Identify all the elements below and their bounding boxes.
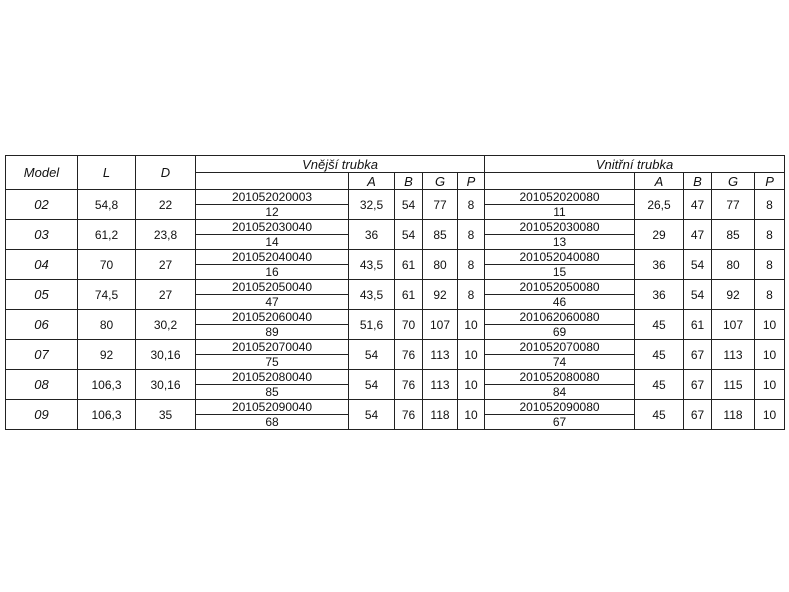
outer-code-cell bbox=[196, 340, 349, 370]
outer-b-cell: 54 bbox=[395, 190, 423, 220]
inner-code-cell bbox=[485, 280, 635, 310]
inner-code-cell bbox=[485, 310, 635, 340]
header-d: D bbox=[136, 156, 196, 190]
outer-b-cell: 54 bbox=[395, 220, 423, 250]
inner-code-cell bbox=[485, 400, 635, 430]
inner-tube-code: 201052050080 bbox=[519, 280, 600, 294]
outer-tube-number: 14 bbox=[196, 234, 348, 249]
header-model: Model bbox=[6, 156, 78, 190]
l-cell: 70 bbox=[78, 250, 136, 280]
inner-p-cell: 10 bbox=[755, 340, 785, 370]
table-row bbox=[6, 280, 785, 310]
header-outer-b: B bbox=[395, 173, 423, 190]
inner-a-cell: 45 bbox=[635, 340, 684, 370]
header-outer-p: P bbox=[458, 173, 485, 190]
outer-g-cell: 80 bbox=[423, 250, 458, 280]
inner-b-cell: 67 bbox=[684, 340, 712, 370]
outer-a-cell: 54 bbox=[349, 340, 395, 370]
inner-g-cell: 80 bbox=[712, 250, 755, 280]
inner-b-cell: 61 bbox=[684, 310, 712, 340]
inner-tube-code: 201052070080 bbox=[519, 340, 600, 354]
header-l: L bbox=[78, 156, 136, 190]
outer-tube-code: 201052050040 bbox=[231, 280, 313, 294]
inner-g-cell: 115 bbox=[712, 370, 755, 400]
outer-p-cell: 8 bbox=[458, 190, 485, 220]
model-cell: 06 bbox=[6, 310, 78, 340]
outer-code-cell bbox=[196, 370, 349, 400]
outer-g-cell: 77 bbox=[423, 190, 458, 220]
outer-p-cell: 10 bbox=[458, 310, 485, 340]
inner-g-cell: 113 bbox=[712, 340, 755, 370]
outer-tube-code: 201052030040 bbox=[231, 220, 313, 234]
inner-a-cell: 26,5 bbox=[635, 190, 684, 220]
inner-b-cell: 67 bbox=[684, 370, 712, 400]
outer-tube-number: 85 bbox=[196, 384, 348, 399]
outer-g-cell: 85 bbox=[423, 220, 458, 250]
l-cell: 74,5 bbox=[78, 280, 136, 310]
table-row bbox=[6, 370, 785, 400]
d-cell: 35 bbox=[136, 400, 196, 430]
outer-tube-number: 89 bbox=[196, 324, 348, 339]
outer-tube-number: 68 bbox=[196, 414, 348, 429]
outer-g-cell: 107 bbox=[423, 310, 458, 340]
inner-code-cell bbox=[485, 190, 635, 220]
d-cell: 23,8 bbox=[136, 220, 196, 250]
header-inner-a: A bbox=[635, 173, 684, 190]
d-cell: 30,2 bbox=[136, 310, 196, 340]
inner-g-cell: 92 bbox=[712, 280, 755, 310]
inner-b-cell: 67 bbox=[684, 400, 712, 430]
inner-a-cell: 45 bbox=[635, 400, 684, 430]
l-cell: 106,3 bbox=[78, 370, 136, 400]
outer-a-cell: 36 bbox=[349, 220, 395, 250]
outer-p-cell: 10 bbox=[458, 400, 485, 430]
inner-g-cell: 107 bbox=[712, 310, 755, 340]
d-cell: 30,16 bbox=[136, 340, 196, 370]
outer-b-cell: 70 bbox=[395, 310, 423, 340]
outer-g-cell: 113 bbox=[423, 340, 458, 370]
header-outer-tube: Vnější trubka bbox=[196, 156, 485, 173]
outer-p-cell: 10 bbox=[458, 340, 485, 370]
inner-tube-code: 201052020080 bbox=[519, 190, 600, 204]
inner-tube-number: 67 bbox=[485, 414, 634, 429]
inner-tube-code: 201052080080 bbox=[519, 370, 600, 384]
inner-p-cell: 10 bbox=[755, 370, 785, 400]
header-inner-g: G bbox=[712, 173, 755, 190]
model-cell: 03 bbox=[6, 220, 78, 250]
inner-tube-code: 201052040080 bbox=[519, 250, 600, 264]
inner-p-cell: 8 bbox=[755, 280, 785, 310]
inner-a-cell: 45 bbox=[635, 370, 684, 400]
inner-tube-number: 46 bbox=[485, 294, 634, 309]
l-cell: 54,8 bbox=[78, 190, 136, 220]
spec-table bbox=[5, 155, 785, 430]
model-cell: 05 bbox=[6, 280, 78, 310]
l-cell: 80 bbox=[78, 310, 136, 340]
outer-g-cell: 92 bbox=[423, 280, 458, 310]
inner-p-cell: 10 bbox=[755, 400, 785, 430]
outer-b-cell: 76 bbox=[395, 340, 423, 370]
outer-p-cell: 8 bbox=[458, 280, 485, 310]
outer-code-cell bbox=[196, 190, 349, 220]
outer-code-cell bbox=[196, 400, 349, 430]
inner-p-cell: 10 bbox=[755, 310, 785, 340]
inner-b-cell: 54 bbox=[684, 250, 712, 280]
d-cell: 22 bbox=[136, 190, 196, 220]
outer-g-cell: 113 bbox=[423, 370, 458, 400]
inner-b-cell: 54 bbox=[684, 280, 712, 310]
table-row bbox=[6, 340, 785, 370]
inner-code-cell bbox=[485, 340, 635, 370]
outer-a-cell: 51,6 bbox=[349, 310, 395, 340]
table-row bbox=[6, 400, 785, 430]
outer-p-cell: 8 bbox=[458, 220, 485, 250]
table-row bbox=[6, 190, 785, 220]
inner-a-cell: 45 bbox=[635, 310, 684, 340]
outer-b-cell: 76 bbox=[395, 370, 423, 400]
outer-tube-code: 201052090040 bbox=[231, 400, 313, 414]
header-inner-p: P bbox=[755, 173, 785, 190]
header-outer-a: A bbox=[349, 173, 395, 190]
inner-tube-number: 69 bbox=[485, 324, 634, 339]
inner-p-cell: 8 bbox=[755, 250, 785, 280]
outer-tube-number: 47 bbox=[196, 294, 348, 309]
outer-code-cell bbox=[196, 280, 349, 310]
l-cell: 92 bbox=[78, 340, 136, 370]
outer-tube-code: 201052080040 bbox=[231, 370, 313, 384]
outer-tube-number: 12 bbox=[196, 204, 348, 219]
l-cell: 106,3 bbox=[78, 400, 136, 430]
outer-g-cell: 118 bbox=[423, 400, 458, 430]
header-inner-tube: Vnitřní trubka bbox=[485, 156, 785, 173]
inner-tube-number: 74 bbox=[485, 354, 634, 369]
inner-tube-code: 201062060080 bbox=[519, 310, 600, 324]
inner-b-cell: 47 bbox=[684, 220, 712, 250]
inner-a-cell: 29 bbox=[635, 220, 684, 250]
inner-a-cell: 36 bbox=[635, 250, 684, 280]
inner-code-cell bbox=[485, 250, 635, 280]
header-inner-code bbox=[485, 173, 635, 190]
inner-tube-number: 13 bbox=[485, 234, 634, 249]
outer-tube-code: 201052070040 bbox=[231, 340, 313, 354]
table-row bbox=[6, 310, 785, 340]
d-cell: 27 bbox=[136, 280, 196, 310]
inner-a-cell: 36 bbox=[635, 280, 684, 310]
header-outer-code bbox=[196, 173, 349, 190]
outer-tube-code: 201052040040 bbox=[231, 250, 313, 264]
table-body bbox=[6, 190, 785, 430]
outer-p-cell: 8 bbox=[458, 250, 485, 280]
outer-code-cell bbox=[196, 310, 349, 340]
outer-tube-code: 201052020003 bbox=[231, 190, 313, 204]
inner-p-cell: 8 bbox=[755, 220, 785, 250]
inner-code-cell bbox=[485, 220, 635, 250]
outer-a-cell: 54 bbox=[349, 370, 395, 400]
outer-a-cell: 43,5 bbox=[349, 280, 395, 310]
inner-g-cell: 77 bbox=[712, 190, 755, 220]
outer-tube-number: 75 bbox=[196, 354, 348, 369]
outer-code-cell bbox=[196, 220, 349, 250]
l-cell: 61,2 bbox=[78, 220, 136, 250]
header-inner-b: B bbox=[684, 173, 712, 190]
model-cell: 07 bbox=[6, 340, 78, 370]
outer-b-cell: 76 bbox=[395, 400, 423, 430]
outer-p-cell: 10 bbox=[458, 370, 485, 400]
table-row bbox=[6, 250, 785, 280]
outer-a-cell: 43,5 bbox=[349, 250, 395, 280]
inner-g-cell: 118 bbox=[712, 400, 755, 430]
model-cell: 02 bbox=[6, 190, 78, 220]
outer-code-cell bbox=[196, 250, 349, 280]
inner-tube-number: 11 bbox=[485, 204, 634, 219]
model-cell: 04 bbox=[6, 250, 78, 280]
model-cell: 08 bbox=[6, 370, 78, 400]
inner-tube-number: 84 bbox=[485, 384, 634, 399]
inner-tube-number: 15 bbox=[485, 264, 634, 279]
outer-tube-code: 201052060040 bbox=[231, 310, 313, 324]
table-row bbox=[6, 220, 785, 250]
inner-tube-code: 201052030080 bbox=[519, 220, 600, 234]
outer-b-cell: 61 bbox=[395, 280, 423, 310]
outer-a-cell: 32,5 bbox=[349, 190, 395, 220]
header-outer-g: G bbox=[423, 173, 458, 190]
model-cell: 09 bbox=[6, 400, 78, 430]
inner-tube-code: 201052090080 bbox=[519, 400, 600, 414]
d-cell: 27 bbox=[136, 250, 196, 280]
outer-tube-number: 16 bbox=[196, 264, 348, 279]
inner-b-cell: 47 bbox=[684, 190, 712, 220]
inner-p-cell: 8 bbox=[755, 190, 785, 220]
inner-code-cell bbox=[485, 370, 635, 400]
outer-b-cell: 61 bbox=[395, 250, 423, 280]
inner-g-cell: 85 bbox=[712, 220, 755, 250]
d-cell: 30,16 bbox=[136, 370, 196, 400]
outer-a-cell: 54 bbox=[349, 400, 395, 430]
